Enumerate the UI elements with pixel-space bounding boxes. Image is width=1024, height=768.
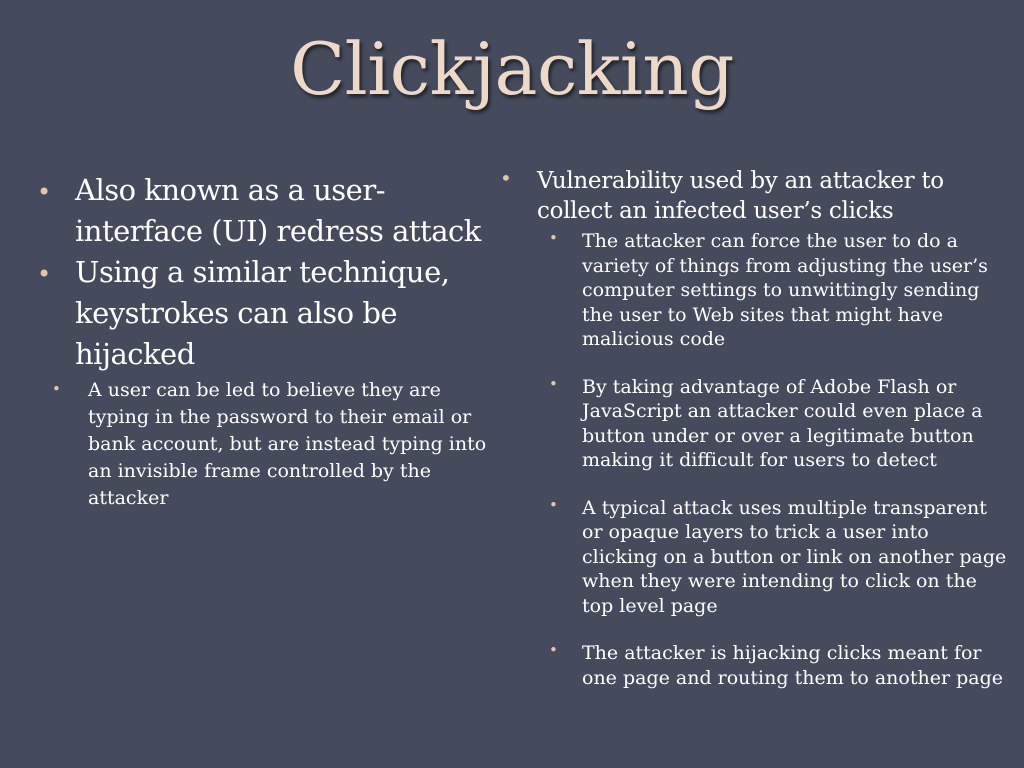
left-bullet-1-text: Also known as a user-interface (UI) redress attack: [75, 173, 481, 248]
right-subbullet-1: [497, 229, 1007, 352]
slide-title: Clickjacking: [290, 27, 734, 111]
left-bullet-1: [32, 170, 502, 252]
bullet-icon: •: [500, 166, 512, 190]
bullet-icon: •: [52, 380, 61, 398]
bullet-icon: •: [549, 374, 558, 393]
right-subbullet-4: [497, 641, 1007, 690]
left-bullet-2-text: Using a similar technique, keystrokes can also be hijacked: [75, 255, 450, 371]
bullet-icon: •: [549, 641, 558, 659]
left-bullet-2: [32, 252, 502, 375]
right-subbullet-3: [497, 496, 1007, 619]
right-subbullet-1-text: The attacker can force the user to do a variety of things from adjusting the user’s computer settings to unwittingly sending the user to Web sites that might have malicious code: [582, 230, 988, 350]
right-bullet-1: [497, 166, 1007, 226]
bullet-icon: •: [549, 229, 558, 247]
bullet-icon: •: [37, 178, 51, 206]
right-bullet-1-text: Vulnerability used by an attacker to collect an infected user’s clicks: [537, 168, 944, 224]
left-subbullet-1-text: A user can be led to believe they are typing in the password to their email or bank account, but are instead typing into an invisible frame controlled by the attacker: [88, 379, 487, 509]
left-subbullet-1: [32, 377, 502, 512]
right-subbullet-4-text: The attacker is hijacking clicks meant for one page and routing them to another page: [582, 642, 1003, 689]
bullet-icon: •: [37, 260, 51, 288]
right-subbullet-3-text: A typical attack uses multiple transparent or opaque layers to trick a user into clicking on a button or link on another page when they were intending to click on the top level page: [582, 496, 1007, 617]
left-column: [32, 170, 502, 512]
right-subbullet-2: [497, 375, 1007, 473]
right-subbullet-2-text: By taking advantage of Adobe Flash or JavaScript an attacker could even place a button under or over a legitimate button making it difficult for users to detect: [582, 375, 983, 471]
right-column: [497, 166, 1007, 690]
bullet-icon: •: [549, 495, 558, 514]
